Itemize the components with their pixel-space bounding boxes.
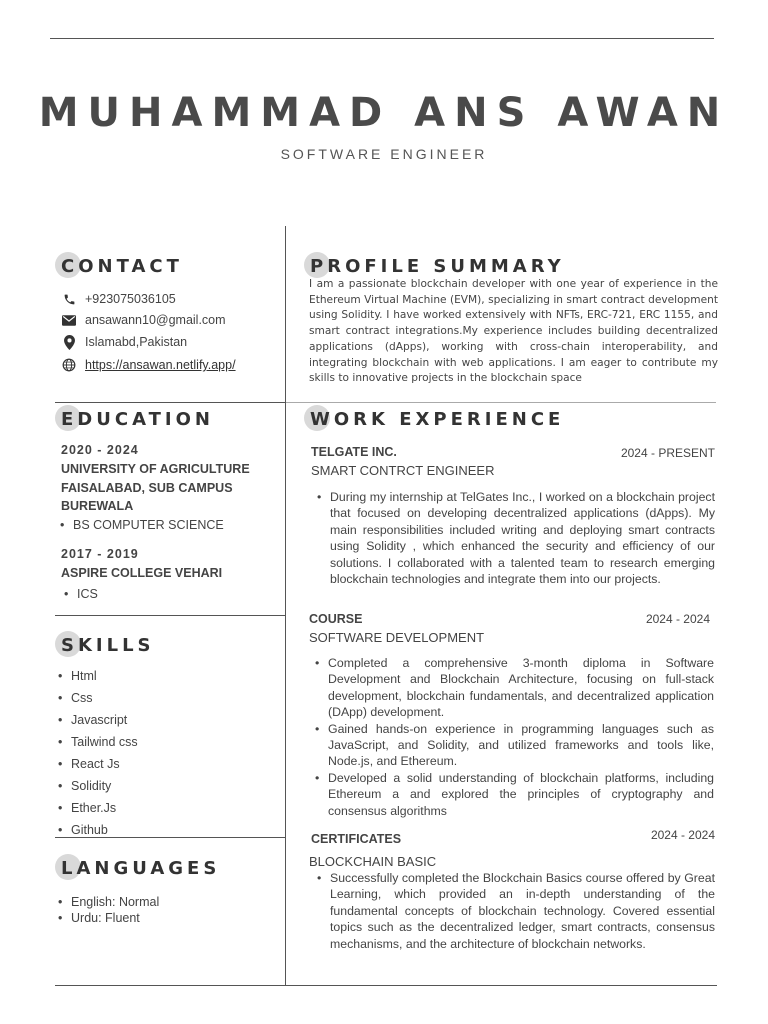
skill-item: • Tailwind css — [71, 735, 138, 749]
education-degree: • ICS — [77, 587, 98, 601]
work-experience-heading: WORK EXPERIENCE — [310, 409, 564, 430]
bottom-rule — [55, 985, 717, 986]
job-title: SOFTWARE ENGINEER — [280, 146, 488, 162]
company-name: TELGATE INC. — [311, 445, 397, 459]
location-text: Islamabd,Pakistan — [85, 335, 188, 349]
mail-icon — [60, 312, 78, 328]
column-divider — [285, 226, 286, 986]
skills-heading: SKILLS — [61, 635, 155, 656]
course-title: COURSE — [309, 612, 363, 626]
profile-summary-heading: PROFILE SUMMARY — [310, 256, 565, 277]
list-item: • Successfully completed the Blockchain Basics course offered by Great Learning, which provided an in-depth understanding of the fundamental concepts of blockchain technology. Covered essential topics such as the decentralized ledger, smart contracts, consensus mechanisms, and the architecture of blockchain networks. — [330, 870, 715, 952]
job-bullets — [330, 489, 715, 587]
phone-text: +923075036105 — [85, 292, 176, 306]
list-item: • During my internship at TelGates Inc., I worked on a blockchain project that focused on developing decentralized applications (dApps). My main responsibilities included writing and deploying smart contracts using Solidity , which enhanced the security and efficiency of our solutions. I collaborated with a talented team to research emerging blockchain technologies and integrate them into our projects. — [330, 489, 715, 587]
email-text: ansawann10@gmail.com — [85, 313, 226, 327]
certificate-name: BLOCKCHAIN BASIC — [309, 854, 437, 869]
contact-website[interactable] — [60, 356, 236, 374]
language-item: • English: Normal — [71, 895, 159, 909]
list-item: • Completed a comprehensive 3-month diploma in Software Development and Blockchain Architecture, focusing on full-stack development, blockchain fundamentals, and decentralized application (DApp) development. — [328, 655, 714, 721]
contact-phone — [60, 290, 176, 308]
job-role: SMART CONTRCT ENGINEER — [311, 463, 495, 478]
skill-item: • Github — [71, 823, 108, 837]
education-institution: UNIVERSITY OF AGRICULTURE FAISALABAD, SUB CAMPUS BUREWALA — [61, 462, 250, 513]
contact-heading: CONTACT — [61, 256, 183, 277]
education-years: 2020 - 2024 — [61, 443, 139, 457]
left-rule-education — [55, 402, 285, 403]
skill-item: • Javascript — [71, 713, 127, 727]
website-link[interactable]: https://ansawan.netlify.app/ — [85, 358, 236, 372]
languages-heading: LANGUAGES — [61, 858, 220, 879]
skill-item: • React Js — [71, 757, 120, 771]
top-rule — [50, 38, 714, 39]
skill-item: • Css — [71, 691, 93, 705]
contact-email — [60, 311, 226, 329]
certificate-bullets — [330, 870, 715, 952]
left-rule-skills — [55, 615, 285, 616]
contact-location — [60, 333, 187, 351]
job-dates: 2024 - PRESENT — [620, 446, 715, 460]
skill-item: • Solidity — [71, 779, 111, 793]
skill-item: • Html — [71, 669, 97, 683]
education-degree: • BS COMPUTER SCIENCE — [73, 518, 224, 532]
profile-summary-text: I am a passionate blockchain developer with one year of experience in the Ethereum Virtual Machine (EVM), specializing in smart contract development using Solidity. I have worked extensively with NFTs, ERC-721, ERC 1155, and smart contract integrations.My experience includes building decentralized applications (dApps), working with cross-chain interoperability, and integrating blockchain with web applications. I am eager to contribute my skills to innovative projects in the blockchain space — [309, 278, 718, 385]
skill-item: • Ether.Js — [71, 801, 116, 815]
list-item: • Gained hands-on experience in programming languages such as JavaScript, and Solidity, and utilized frameworks and tools like, Node.js, and Ethereum. — [328, 721, 714, 770]
right-rule-work — [286, 402, 716, 403]
list-item: • Developed a solid understanding of blockchain platforms, including Ethereum a and explored the principles of cryptography and consensus algorithms — [328, 770, 714, 819]
education-heading: EDUCATION — [61, 409, 214, 430]
location-pin-icon — [60, 334, 78, 350]
certificates-dates: 2024 - 2024 — [650, 828, 715, 842]
course-role: SOFTWARE DEVELOPMENT — [309, 630, 485, 645]
certificates-title: CERTIFICATES — [311, 832, 402, 846]
globe-icon — [60, 357, 78, 373]
phone-icon — [60, 291, 78, 307]
left-rule-languages — [55, 837, 285, 838]
course-dates: 2024 - 2024 — [645, 612, 710, 626]
candidate-name: MUHAMMAD ANS AWAN — [38, 90, 730, 136]
language-item: • Urdu: Fluent — [71, 911, 140, 925]
course-bullets — [328, 655, 714, 819]
education-institution: ASPIRE COLLEGE VEHARI — [61, 566, 223, 580]
education-years: 2017 - 2019 — [61, 547, 139, 561]
